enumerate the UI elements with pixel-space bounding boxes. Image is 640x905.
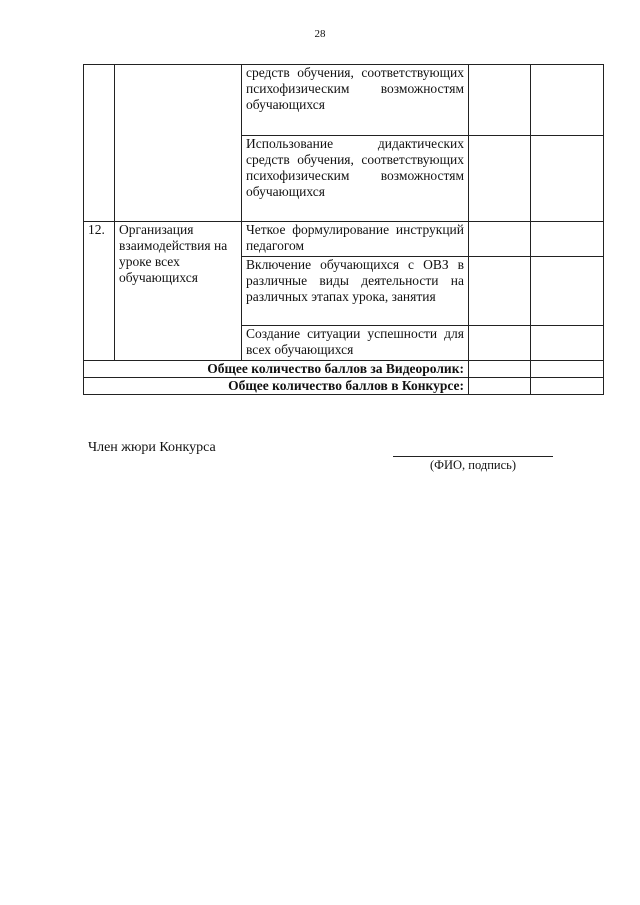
signature-caption: (ФИО, подпись): [429, 458, 517, 472]
table-row: [84, 65, 604, 136]
score-cell: [531, 136, 604, 222]
score-cell: [531, 65, 604, 136]
indicator-cell: Использование дидактических средств обучения, соответствующих психофизическим возможностям обучающихся: [242, 136, 469, 222]
indicator-cell: Четкое формулирование инструкций педагогом: [242, 222, 469, 257]
score-cell: [469, 361, 531, 378]
total-row-contest: [84, 378, 604, 395]
total-row-video: [84, 361, 604, 378]
page-number: 28: [314, 28, 326, 40]
score-cell: [531, 361, 604, 378]
indicator-cell: Включение обучающихся с ОВЗ в различные виды деятельности на различных этапах урока, занятия: [242, 257, 469, 326]
total-contest-label: Общее количество баллов в Конкурсе:: [84, 378, 469, 395]
score-cell: [469, 257, 531, 326]
indicator-cell: Создание ситуации успешности для всех обучающихся: [242, 326, 469, 361]
total-video-label: Общее количество баллов за Видеоролик:: [84, 361, 469, 378]
score-cell: [469, 378, 531, 395]
score-cell: [469, 326, 531, 361]
score-cell: [531, 222, 604, 257]
evaluation-table: [83, 64, 604, 395]
score-cell: [531, 257, 604, 326]
criterion-name-cell: [115, 65, 242, 222]
signature-line: [393, 456, 553, 457]
criterion-number: 12.: [84, 222, 115, 361]
score-cell: [531, 326, 604, 361]
score-cell: [469, 65, 531, 136]
score-cell: [469, 222, 531, 257]
score-cell: [469, 136, 531, 222]
criterion-number-cell: [84, 65, 115, 222]
score-cell: [531, 378, 604, 395]
table-row: [84, 222, 604, 257]
jury-member-label: Член жюри Конкурса: [88, 440, 216, 455]
indicator-cell: средств обучения, соответствующих психофизическим возможностям обучающихся: [242, 65, 469, 136]
criterion-name: Организация взаимодействия на уроке всех обучающихся: [115, 222, 242, 361]
